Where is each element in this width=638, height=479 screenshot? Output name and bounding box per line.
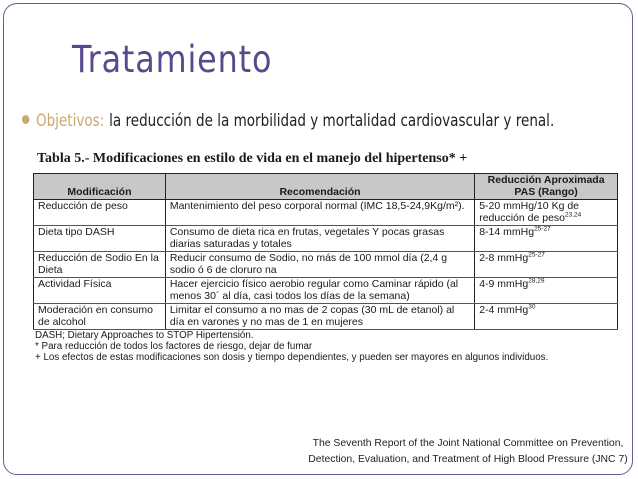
cell-reduction <box>475 252 618 278</box>
slide-title: Tratamiento <box>72 38 273 81</box>
header-modificacion: Modificación <box>34 174 166 200</box>
objective-bullet <box>22 111 554 130</box>
bullet-dot-icon <box>22 115 29 124</box>
table-notes <box>35 330 623 363</box>
cell-modification: Dieta tipo DASH <box>34 226 166 252</box>
cell-modification: Reducción de Sodio En la Dieta <box>34 252 166 278</box>
cell-modification: Actividad Física <box>34 278 166 304</box>
reduction-value: 8-14 mmHg <box>479 226 535 238</box>
table-row <box>34 226 618 252</box>
cell-modification: Reducción de peso <box>34 200 166 226</box>
reduction-value: 5-20 mmHg/10 Kg de reducción de peso <box>479 200 580 224</box>
cell-recommendation: Limitar el consumo a no mas de 2 copas (30 mL de etanol) al día en varones y no mas de 1 en mujeres <box>165 304 474 330</box>
cell-reduction <box>475 278 618 304</box>
reference-sup: 25-27 <box>534 225 551 233</box>
table-row <box>34 278 618 304</box>
table-note: * Para reducción de todos los factores de riesgo, dejar de fumar <box>35 341 313 352</box>
lifestyle-table <box>33 173 618 330</box>
cell-recommendation: Mantenimiento del peso corporal normal (IMC 18,5-24,9Kg/m²). <box>165 200 474 226</box>
reduction-value: 2-8 mmHg <box>479 252 529 264</box>
caption-line: The Seventh Report of the Joint National Committee on Prevention, <box>312 438 624 449</box>
cell-recommendation: Consumo de dieta rica en frutas, vegetales Y pocas grasas diarias saturadas y totales <box>165 226 474 252</box>
bullet-text: la reducción de la morbilidad y mortalidad cardiovascular y renal. <box>109 111 555 130</box>
cell-modification: Moderación en consumo de alcohol <box>34 304 166 330</box>
table-row <box>34 252 618 278</box>
table-note: + Los efectos de estas modificaciones son dosis y tiempo dependientes, y pueden ser mayores en algunos individuos. <box>35 352 549 363</box>
table-row <box>34 200 618 226</box>
reference-sup: 25-27 <box>528 251 545 259</box>
reference-sup: 30 <box>528 303 536 311</box>
caption-line: Detection, Evaluation, and Treatment of High Blood Pressure (JNC 7) <box>308 454 628 465</box>
cell-reduction <box>475 200 618 226</box>
cell-reduction <box>475 226 618 252</box>
reference-sup: 28,29 <box>528 277 545 285</box>
cell-recommendation: Reducir consumo de Sodio, no más de 100 mmol día (2,4 g sodio ó 6 de cloruro na <box>165 252 474 278</box>
cell-recommendation: Hacer ejercicio físico aerobio regular como Caminar rápido (al menos 30´ al día, casi todos los días de la semana) <box>165 278 474 304</box>
bullet-label: Objetivos: <box>35 111 105 130</box>
cell-reduction <box>475 304 618 330</box>
lifestyle-table-figure <box>33 151 623 363</box>
header-recomendacion: Recomendación <box>165 174 474 200</box>
table-note: DASH; Dietary Approaches to STOP Hipertensión. <box>35 330 254 341</box>
table-header-row <box>34 174 618 200</box>
reduction-value: 4-9 mmHg <box>479 278 529 290</box>
reduction-value: 2-4 mmHg <box>479 304 529 316</box>
header-reduccion: Reducción Aproximada PAS (Rango) <box>475 174 618 200</box>
source-caption <box>308 436 628 468</box>
table-row <box>34 304 618 330</box>
table-title: Tabla 5.- Modificaciones en estilo de vida en el manejo del hipertenso* + <box>37 151 468 166</box>
reference-sup: 23,24 <box>565 211 582 218</box>
